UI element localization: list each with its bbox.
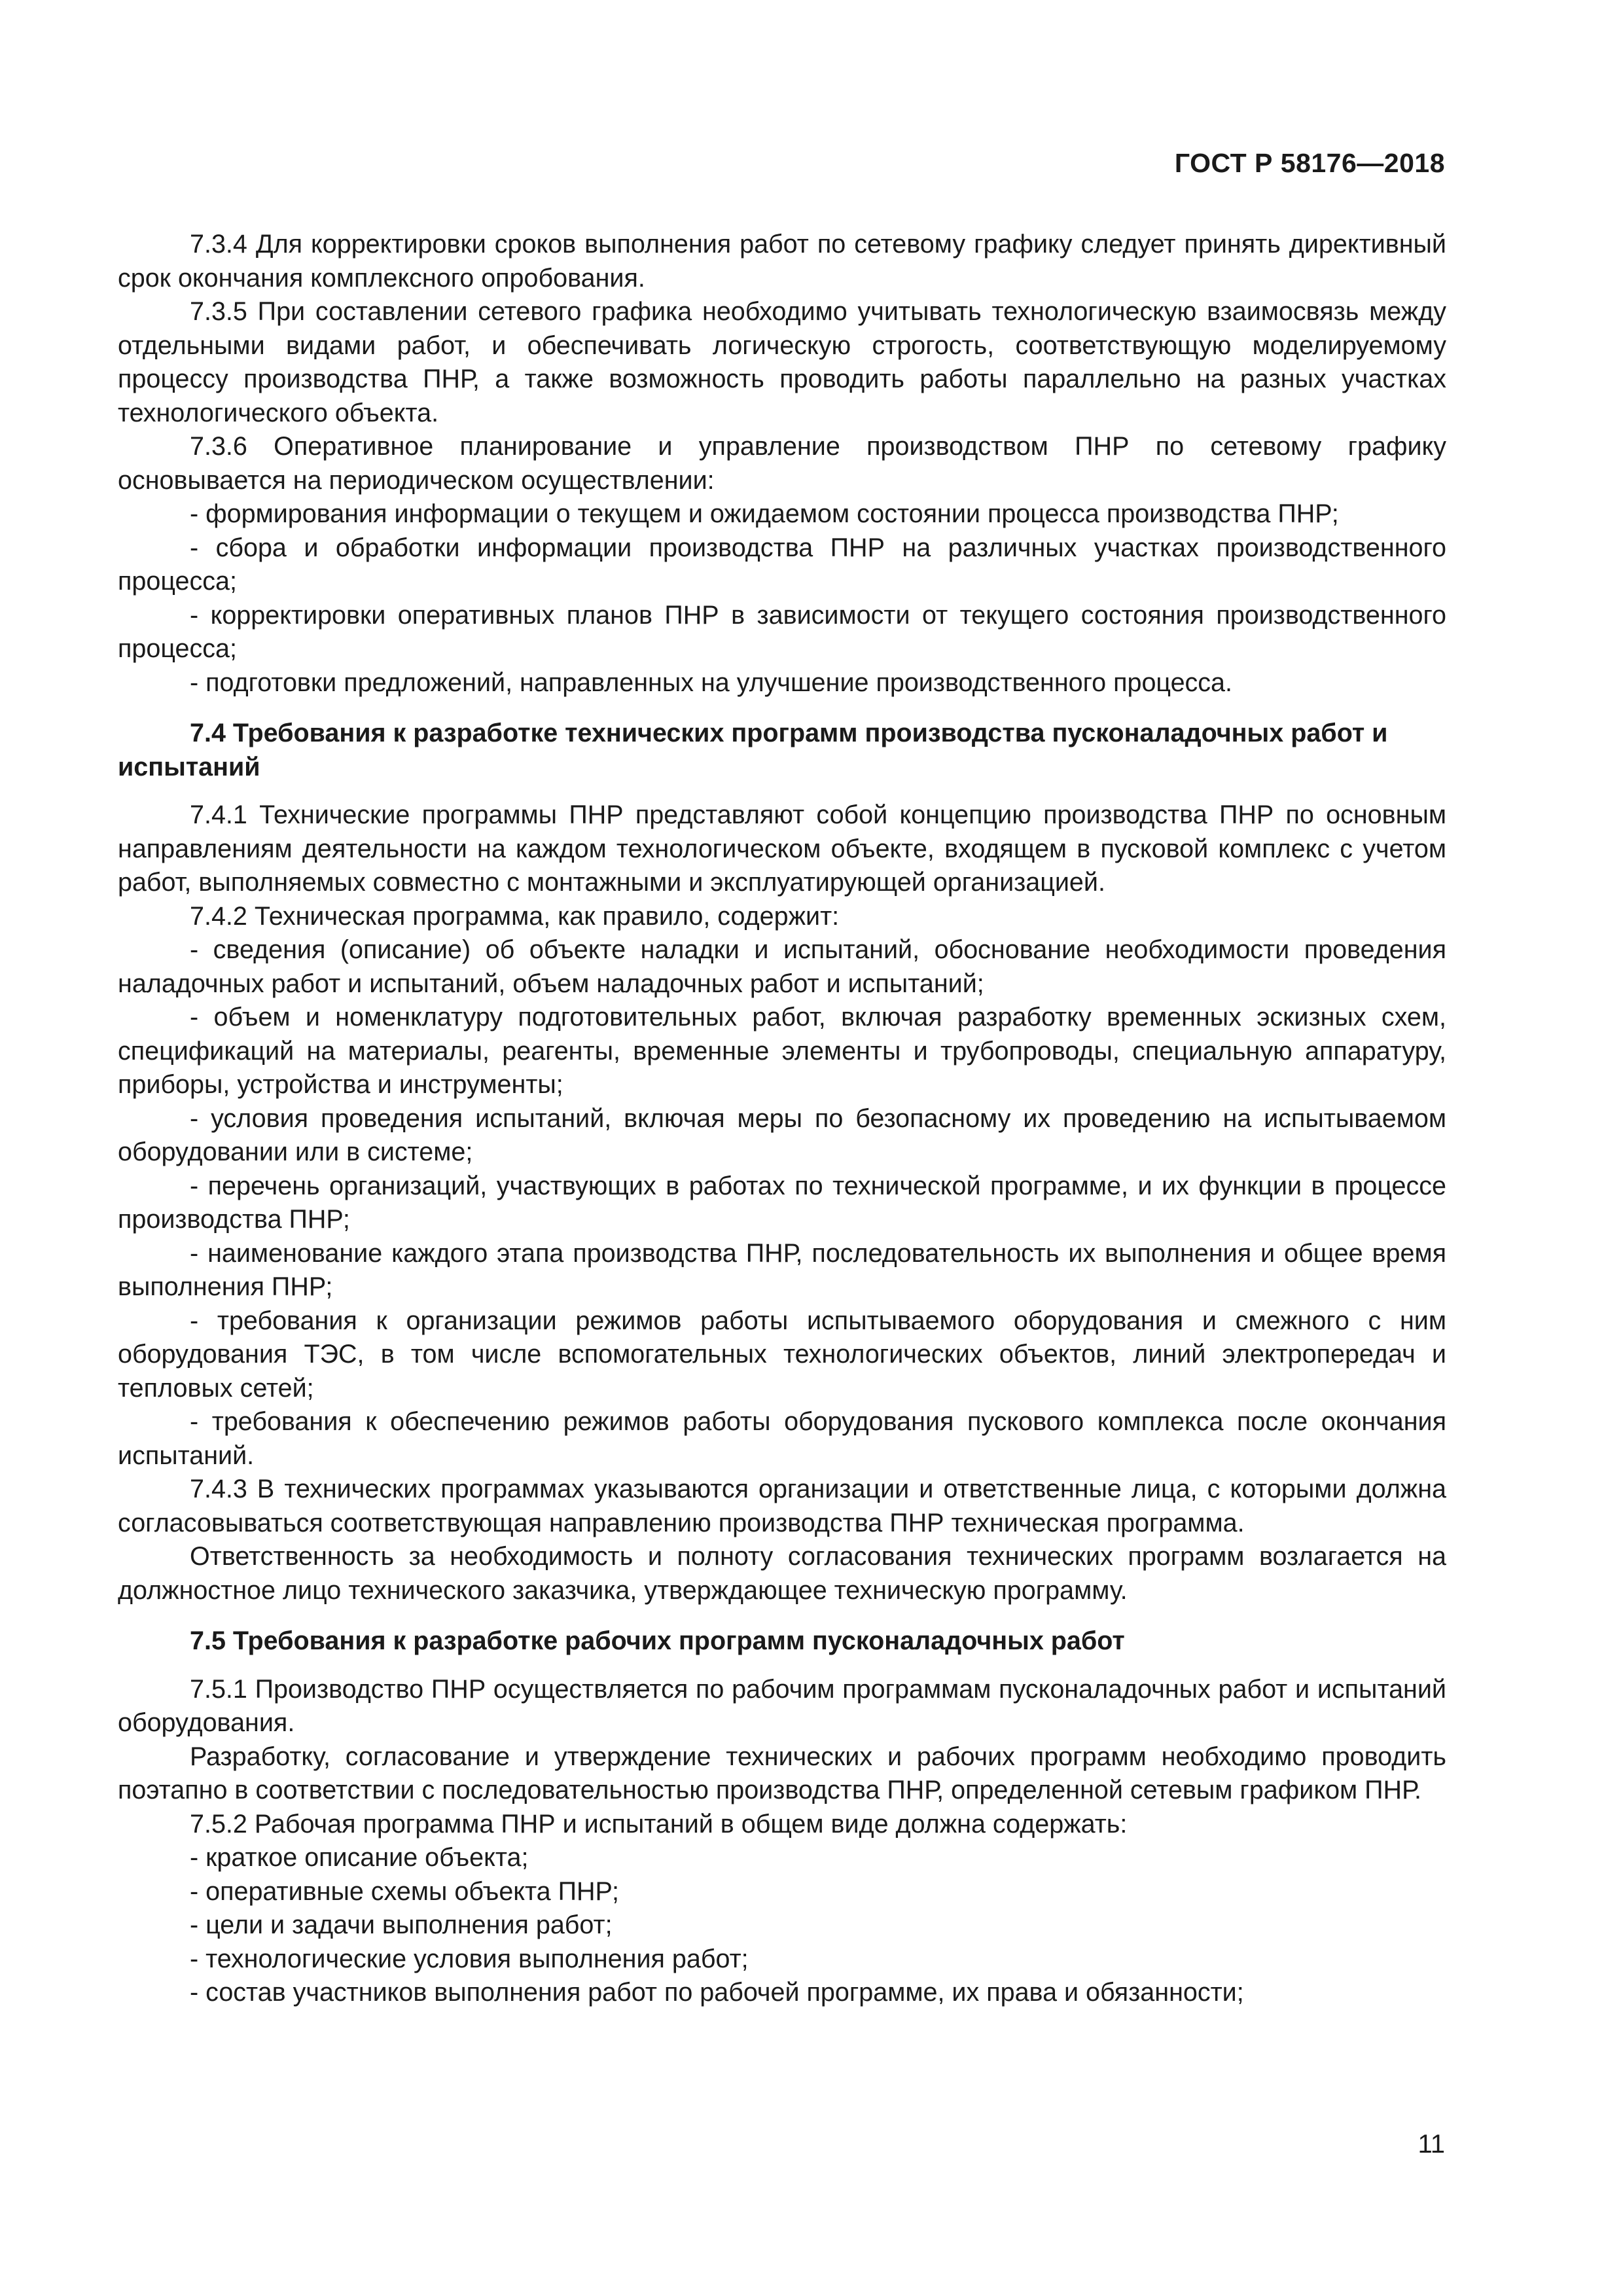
paragraph: 7.5.1 Производство ПНР осуществляется по рабочим программам пусконаладочных работ и испытаний оборудования. (118, 1674, 1446, 1737)
list-item: - условия проведения испытаний, включая меры по безопасному их проведению на испытываемом оборудовании или в системе; (118, 1103, 1446, 1166)
list-item: - наименование каждого этапа производства ПНР, последовательность их выполнения и общее время выполнения ПНР; (118, 1238, 1446, 1301)
paragraph: 7.3.4 Для корректировки сроков выполнения работ по сетевому графику следует принять директивный срок окончания комплексного опробования. (118, 230, 1446, 293)
list-item: - цели и задачи выполнения работ; (190, 1910, 613, 1939)
paragraph: 7.4.2 Техническая программа, как правило, содержит: (190, 901, 840, 931)
list-item: - требования к обеспечению режимов работы оборудования пускового комплекса после окончания испытаний. (118, 1407, 1446, 1470)
page-number: 11 (1418, 2130, 1445, 2159)
list-item: - сбора и обработки информации производства ПНР на различных участках производственного процесса; (118, 533, 1446, 596)
section-heading: 7.5 Требования к разработке рабочих программ пусконаладочных работ (190, 1626, 1125, 1655)
list-item: - краткое описание объекта; (190, 1843, 529, 1872)
list-item: - корректировки оперативных планов ПНР в зависимости от текущего состояния производственного процесса; (118, 600, 1446, 663)
section-heading: 7.4 Требования к разработке технических программ производства пусконаладочных работ и испытаний (118, 719, 1388, 781)
paragraph: Разработку, согласование и утверждение технических и рабочих программ необходимо проводить поэтапно в соответствии с последовательностью производства ПНР, определенной сетевым графиком ПНР. (118, 1742, 1446, 1804)
list-item: - формирования информации о текущем и ожидаемом состоянии процесса производства ПНР; (190, 499, 1339, 528)
paragraph: 7.5.2 Рабочая программа ПНР и испытаний в общем виде должна содержать: (190, 1809, 1128, 1839)
standard-designation: ГОСТ Р 58176—2018 (1174, 148, 1445, 178)
paragraph: 7.4.1 Технические программы ПНР представляют собой концепцию производства ПНР по основным направлениям деятельности на каждом технологическом объекте, входящем в пусковой комплекс с учетом работ, выполняемых совместно с монтажными и эксплуатирующей организацией. (118, 800, 1446, 897)
list-item: - требования к организации режимов работы испытываемого оборудования и смежного с ним оборудования ТЭС, в том числе вспомогательных технологических объектов, линий электропередач и тепловых сетей; (118, 1306, 1446, 1403)
list-item: - оперативные схемы объекта ПНР; (190, 1876, 619, 1906)
paragraph: 7.3.6 Оперативное планирование и управление производством ПНР по сетевому графику основывается на периодическом осуществлении: (118, 432, 1446, 495)
paragraph: Ответственность за необходимость и полноту согласования технических программ возлагается на должностное лицо технического заказчика, утверждающее техническую программу. (118, 1542, 1446, 1605)
list-item: - перечень организаций, участвующих в работах по технической программе, и их функции в процессе производства ПНР; (118, 1171, 1446, 1234)
list-item: - сведения (описание) об объекте наладки и испытаний, обоснование необходимости проведения наладочных работ и испытаний, объем наладочных работ и испытаний; (118, 935, 1446, 998)
paragraph: 7.4.3 В технических программах указываются организации и ответственные лица, с которыми должна согласовываться соответствующая направлению производства ПНР техническая программа. (118, 1475, 1446, 1537)
paragraph: 7.3.5 При составлении сетевого графика необходимо учитывать технологическую взаимосвязь между отдельными видами работ, и обеспечивать логическую строгость, соответствующую моделируемому процессу производства ПНР, а также возможность проводить работы параллельно на разных участках технологического объекта. (118, 297, 1446, 427)
list-item: - технологические условия выполнения работ; (190, 1944, 749, 1973)
list-item: - состав участников выполнения работ по рабочей программе, их права и обязанности; (190, 1978, 1244, 2007)
list-item: - подготовки предложений, направленных на улучшение производственного процесса. (190, 668, 1232, 697)
document-body (118, 228, 1446, 2010)
list-item: - объем и номенклатуру подготовительных работ, включая разработку временных эскизных схем, спецификаций на материалы, реагенты, временные элементы и трубопроводы, специальную аппаратуру, приборы, устройства и инструменты; (118, 1003, 1446, 1099)
